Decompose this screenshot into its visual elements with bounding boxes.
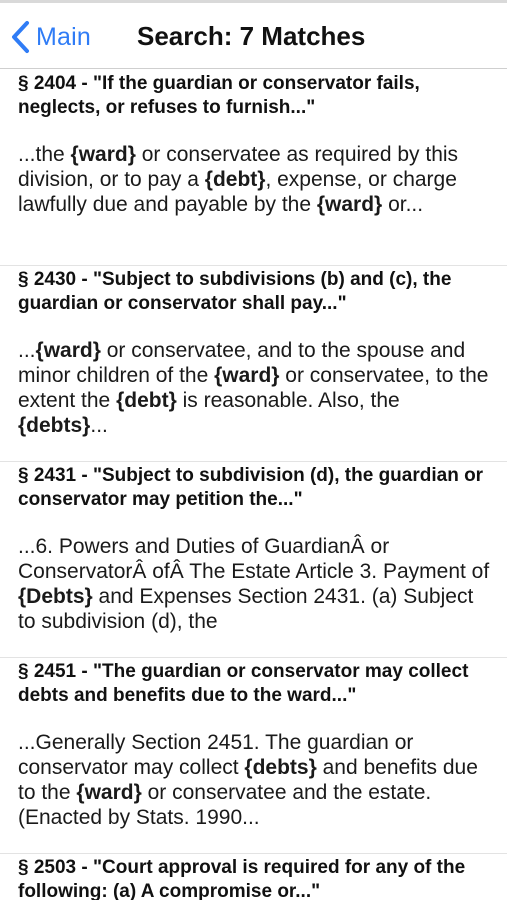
search-result-item[interactable] <box>0 462 507 658</box>
result-title: § 2451 - "The guardian or conservator may collect debts and benefits due to the ward..." <box>18 661 469 706</box>
search-results-list[interactable] <box>0 70 507 900</box>
result-title: § 2430 - "Subject to subdivisions (b) and (c), the guardian or conservator shall pay..." <box>18 269 452 314</box>
back-button[interactable] <box>10 17 91 57</box>
result-title: § 2404 - "If the guardian or conservator fails, neglects, or refuses to furnish..." <box>18 73 420 118</box>
navigation-bar <box>0 3 507 69</box>
back-button-label: Main <box>36 22 91 51</box>
result-snippet: ...{ward} or conservatee, and to the spouse and minor children of the {ward} or conservatee, to the extent the {debt} is reasonable. Also, the {debts}... <box>18 339 489 437</box>
result-title: § 2431 - "Subject to subdivision (d), the guardian or conservator may petition the..." <box>18 465 484 510</box>
search-result-item[interactable] <box>0 266 507 462</box>
page-title: Search: 7 Matches <box>137 21 366 51</box>
search-result-item[interactable] <box>0 854 507 900</box>
result-snippet: ...Generally Section 2451. The guardian or conservator may collect {debts} and benefits due to the {ward} or conservatee and the estate. (Enacted by Stats. 1990... <box>18 731 478 829</box>
result-snippet: ...6. Powers and Duties of GuardianÂ or ConservatorÂ ofÂ The Estate Article 3. Payment of {Debts} and Expenses Section 2431. (a) Subject to subdivision (d), the <box>18 535 490 633</box>
chevron-left-icon <box>10 20 30 54</box>
search-result-item[interactable] <box>0 70 507 266</box>
result-snippet: ...the {ward} or conservatee as required by this division, or to pay a {debt}, expense, or charge lawfully due and payable by the {ward} or... <box>18 143 459 216</box>
search-result-item[interactable] <box>0 658 507 854</box>
result-title: § 2503 - "Court approval is required for any of the following: (a) A compromise or..." <box>18 857 466 900</box>
